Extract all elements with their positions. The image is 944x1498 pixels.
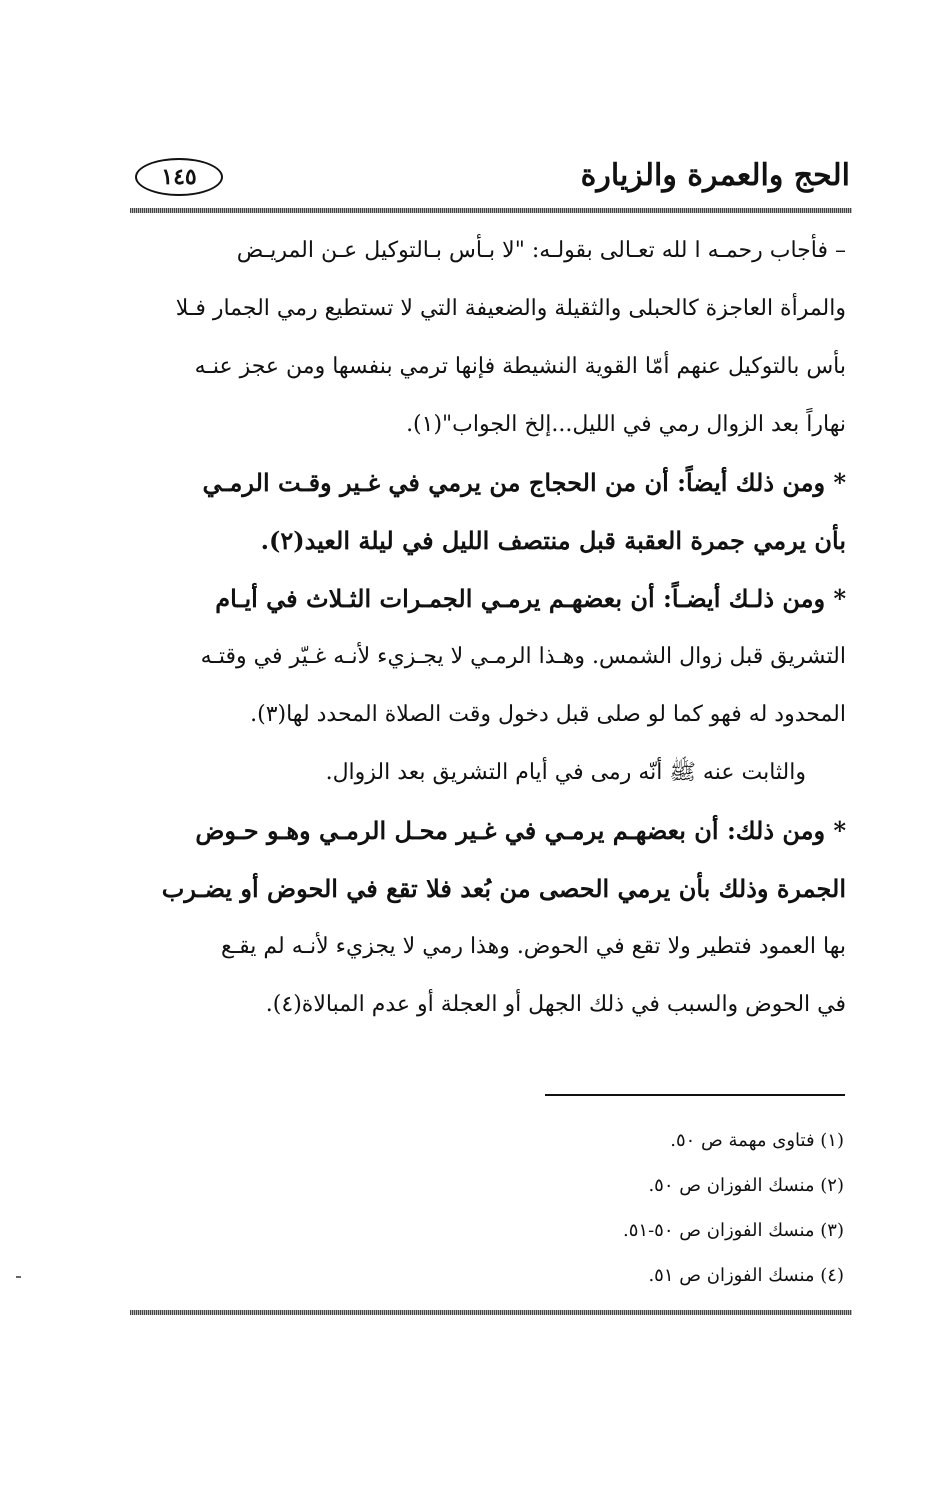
scan-mark — [16, 1276, 21, 1278]
page-number: ١٤٥ — [135, 158, 223, 196]
running-title: الحج والعمرة والزيارة — [580, 158, 850, 193]
text-line: * ومن ذلك أيضاً: أن من الحجاج من يرمي في غـير وقـت الرمـي — [202, 468, 846, 497]
main-text — [138, 222, 846, 1034]
text-line: التشريق قبل زوال الشمس. وهـذا الرمـي لا يجـزيء لأنـه غـيّر في وقتـه — [200, 644, 846, 669]
text-line: المحدود له فهو كما لو صلى قبل دخول وقت الصلاة المحدد لها(٣). — [250, 702, 846, 727]
footnotes — [500, 1118, 844, 1298]
text-line: في الحوض والسبب في ذلك الجهل أو العجلة أو عدم المبالاة(٤). — [265, 992, 846, 1017]
text-line: بها العمود فتطير ولا تقع في الحوض. وهذا رمي لا يجزيء لأنـه لم يقـع — [221, 934, 846, 959]
page-header — [135, 150, 850, 210]
text-line: الجمرة وذلك بأن يرمي الحصى من بُعد فلا تقع في الحوض أو يضـرب — [161, 874, 846, 903]
text-line: نهاراً بعد الزوال رمي في الليل...إلخ الجواب"(١). — [406, 412, 846, 437]
footnote-item: (٤) منسك الفوزان ص ٥١. — [648, 1265, 844, 1286]
text-line: والمرأة العاجزة كالحبلى والثقيلة والضعيفة التي لا تستطيع رمي الجمار فـلا — [175, 296, 846, 321]
footnote-item: (٢) منسك الفوزان ص ٥٠. — [648, 1175, 844, 1196]
footer-rule — [130, 1310, 852, 1315]
footnote-item: (٣) منسك الفوزان ص ٥٠-٥١. — [623, 1220, 844, 1241]
footnote-separator — [545, 1094, 845, 1096]
text-line: والثابت عنه ﷺ أنّه رمى في أيام التشريق بعد الزوال. — [325, 760, 806, 785]
text-line: * ومن ذلـك أيضـاً: أن بعضهـم يرمـي الجمـرات الثـلاث في أيـام — [215, 584, 846, 613]
header-rule — [130, 208, 852, 213]
text-line: بأن يرمي جمرة العقبة قبل منتصف الليل في ليلة العيد(٢). — [260, 526, 846, 555]
text-line: * ومن ذلك: أن بعضهـم يرمـي في غـير محـل الرمـي وهـو حـوض — [195, 816, 846, 845]
text-line: بأس بالتوكيل عنهم أمّا القوية النشيطة فإنها ترمي بنفسها ومن عجز عنـه — [194, 354, 846, 379]
text-line: – فأجاب رحمـه ا لله تعـالى بقولـه: "لا بـأس بـالتوكيل عـن المريـض — [236, 238, 846, 263]
footnote-item: (١) فتاوى مهمة ص ٥٠. — [670, 1130, 844, 1151]
